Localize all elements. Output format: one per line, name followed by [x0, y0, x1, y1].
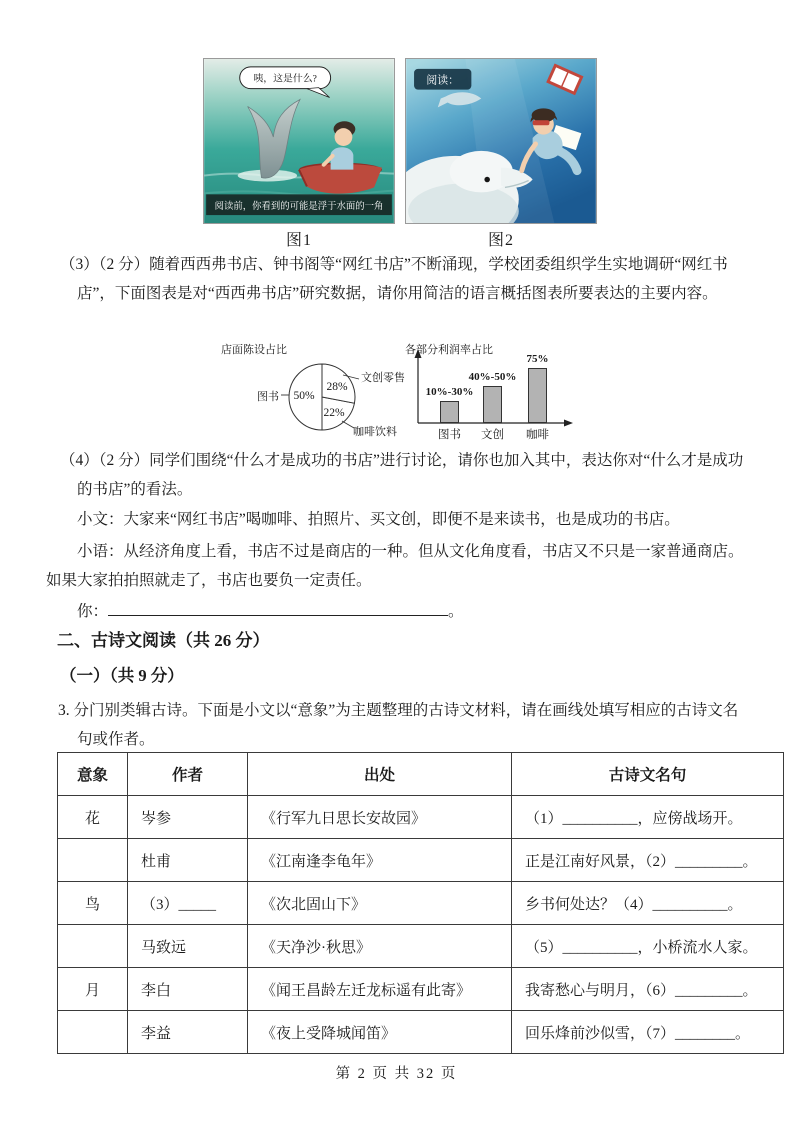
pie-chart — [175, 337, 405, 445]
xiaoyu-opinion: 小语：从经济角度上看，书店不过是商店的一种。但从文化角度看，书店又不只是一家普通商店。如果大家拍拍照就走了，书店也要负一定责任。 — [46, 543, 744, 589]
figure-2-label-text: 阅读： — [426, 74, 460, 87]
answer-blank-line — [108, 600, 448, 616]
bar — [483, 386, 502, 423]
pie-label-coffee: 咖啡饮料 — [353, 426, 397, 438]
cell-author: 李益 — [128, 1011, 248, 1054]
bar-plot — [400, 337, 600, 445]
beluga-diver-scene-icon — [406, 59, 596, 223]
cell-author: 李白 — [128, 968, 248, 1011]
pie-value-books: 50% — [293, 390, 315, 402]
cell-verse: （1）__________，应傍战场开。 — [512, 796, 784, 839]
section-2-heading: 二、古诗文阅读（共 26 分） — [57, 631, 270, 650]
cell-verse: 我寄愁心与明月，（6）_________。 — [512, 968, 784, 1011]
cell-source: 《闻王昌龄左迁龙标遥有此寄》 — [248, 968, 512, 1011]
table-row — [58, 839, 784, 882]
table-row — [58, 882, 784, 925]
table-row — [58, 925, 784, 968]
cell-imagery: 鸟 — [58, 882, 128, 925]
table-header-row — [58, 753, 784, 796]
figure-1 — [203, 58, 395, 250]
cell-author: 马致远 — [128, 925, 248, 968]
bar-category-label: 咖啡 — [526, 429, 549, 441]
figure-1-speech-text: 咦，这是什么? — [253, 73, 317, 85]
bar-value-label: 10%-30% — [425, 386, 474, 398]
figure-2 — [405, 58, 597, 250]
table-row — [58, 796, 784, 839]
poetry-table — [57, 752, 784, 1054]
cell-author: （3）_____ — [128, 882, 248, 925]
cell-source: 《行军九日思长安故园》 — [248, 796, 512, 839]
pie-value-coffee: 22% — [323, 407, 345, 419]
whale-tail-boat-scene-icon — [204, 59, 394, 223]
pie-label-wenchuang: 文创零售 — [361, 372, 405, 384]
header-verse: 古诗文名句 — [512, 753, 784, 796]
cell-verse: 乡书何处达？（4）__________。 — [512, 882, 784, 925]
question-3-poetry-intro: 3. 分门别类辑古诗。下面是小文以“意象”为主题整理的古诗文材料，请在画线处填写相应的古诗文名句或作者。 — [58, 702, 739, 748]
cell-author: 杜甫 — [128, 839, 248, 882]
cell-imagery — [58, 839, 128, 882]
question-4-text: （4）（2 分）同学们围绕“什么才是成功的书店”进行讨论，请你也加入其中，表达你对“什么才是成功的书店”的看法。 — [60, 452, 744, 498]
cell-verse: （5）__________，小桥流水人家。 — [512, 925, 784, 968]
your-answer-label: 你： — [77, 603, 109, 620]
header-source: 出处 — [248, 753, 512, 796]
cell-imagery — [58, 1011, 128, 1054]
bar — [440, 401, 459, 423]
question-3-text: （3）（2 分）随着西西弗书店、钟书阁等“网红书店”不断涌现，学校团委组织学生实地调研“网红书店”，下面图表是对“西西弗书店”研究数据，请你用简洁的语言概括图表所要表达的主要内容。 — [60, 256, 728, 302]
cell-source: 《次北固山下》 — [248, 882, 512, 925]
figure-1-illustration — [203, 58, 395, 224]
figure-1-banner-text: 阅读前，你看到的可能是浮于水面的一角 — [214, 202, 384, 213]
figure-2-illustration — [405, 58, 597, 224]
cell-verse: 正是江南好风景，（2）_________。 — [512, 839, 784, 882]
pie-label-books: 图书 — [257, 391, 279, 403]
header-imagery: 意象 — [58, 753, 128, 796]
figure-2-caption: 图2 — [487, 232, 514, 249]
cell-source: 《天净沙·秋思》 — [248, 925, 512, 968]
bar-category-label: 图书 — [438, 429, 461, 441]
pie-chart-title: 店面陈设占比 — [221, 344, 287, 356]
page-number-footer: 第 2 页 共 32 页 — [335, 1066, 458, 1082]
cell-imagery: 花 — [58, 796, 128, 839]
bar-value-label: 75% — [526, 353, 549, 365]
figure-1-caption: 图1 — [285, 232, 312, 249]
cell-imagery — [58, 925, 128, 968]
pie-value-wenchuang: 28% — [326, 381, 348, 393]
bar — [528, 368, 547, 423]
cell-author: 岑参 — [128, 796, 248, 839]
cell-verse: 回乐烽前沙似雪，（7）________。 — [512, 1011, 784, 1054]
table-row — [58, 968, 784, 1011]
cell-source: 《夜上受降城闻笛》 — [248, 1011, 512, 1054]
bar-chart — [400, 337, 600, 445]
table-row — [58, 1011, 784, 1054]
section-2-part-1-heading: （一）（共 9 分） — [60, 666, 184, 685]
bar-chart-title: 各部分利润率占比 — [405, 344, 493, 356]
header-author: 作者 — [128, 753, 248, 796]
cell-source: 《江南逢李龟年》 — [248, 839, 512, 882]
your-answer-line — [46, 597, 748, 626]
xiaowen-opinion: 小文：大家来“网红书店”喝咖啡、拍照片、买文创，即便不是来读书，也是成功的书店。 — [77, 511, 680, 528]
bar-category-label: 文创 — [481, 429, 504, 441]
your-answer-period: 。 — [448, 603, 464, 620]
bar-value-label: 40%-50% — [468, 371, 517, 383]
cell-imagery: 月 — [58, 968, 128, 1011]
